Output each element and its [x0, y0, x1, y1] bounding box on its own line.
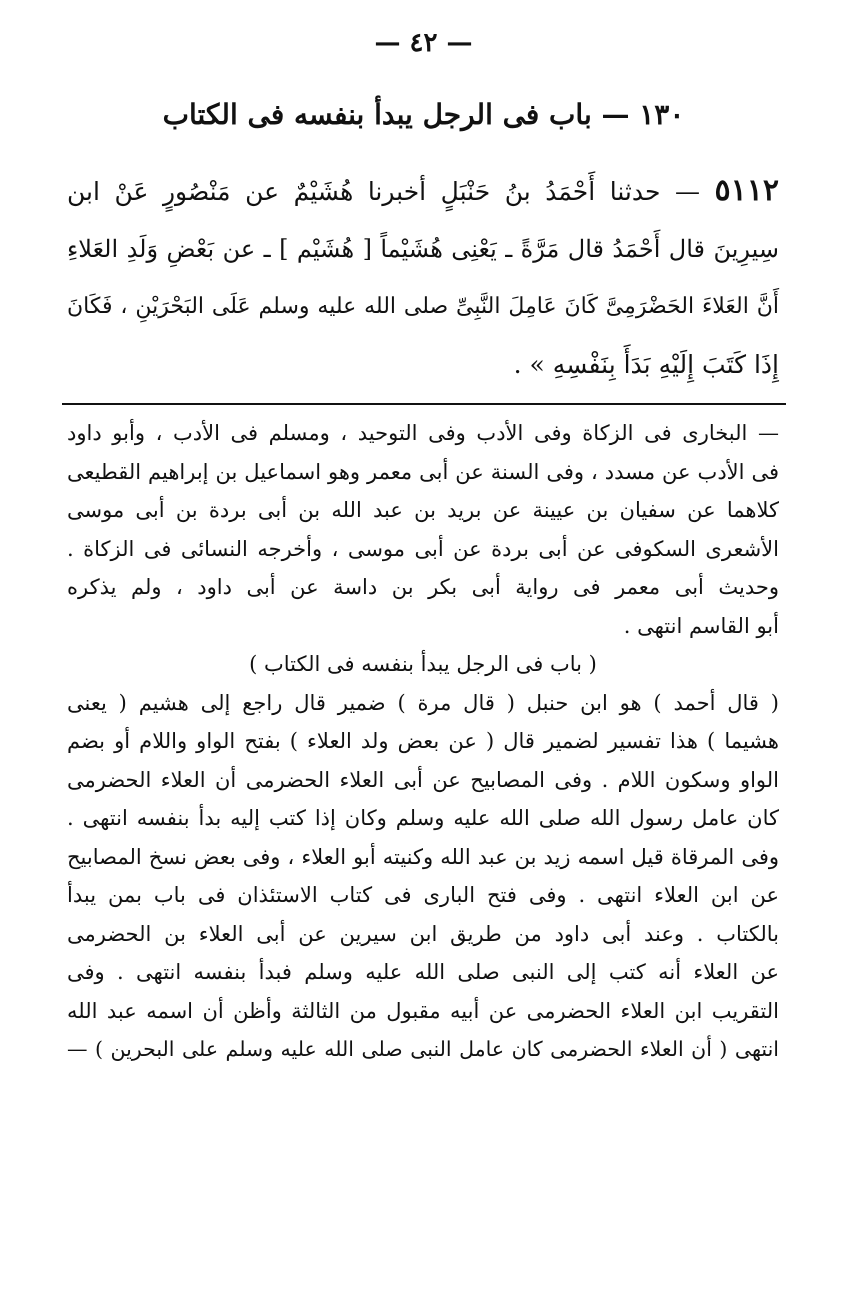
commentary-line: عن ابن العلاء انتهى . وفى فتح البارى فى كتاب الاستئذان فى باب بمن يبدأ [67, 883, 779, 907]
hadith-line [67, 162, 779, 220]
commentary-line: — البخارى فى الزكاة وفى الأدب وفى التوحيد ، ومسلم فى الأدب ، وأبو داود [67, 421, 779, 445]
hadith-text [67, 162, 779, 394]
commentary-line: كان عامل رسول الله صلى الله عليه وسلم وكان إذا كتب إليه بدأ بنفسه انتهى . [67, 806, 779, 830]
commentary-line: أبو القاسم انتهى . [623, 613, 779, 638]
commentary-line: بالكتاب . وعند أبى داود من طريق ابن سيرين عن أبى العلاء بن الحضرمى [67, 921, 779, 946]
footnote-divider [62, 403, 786, 405]
hadith-line: سِيرِينَ قال أَحْمَدُ قال مَرَّةً ـ يَعْنِى هُشَيْماً [ هُشَيْم ] ـ عن بَعْضِ وَلَدِ العَلاءِ [67, 235, 779, 263]
commentary-subheading: ( باب فى الرجل يبدأ بنفسه فى الكتاب ) [249, 652, 597, 676]
hadith-line: إِذَا كَتَبَ إِلَيْهِ بَدَأَ بِنَفْسِهِ » . [513, 350, 779, 379]
commentary-line: هشيما ) هذا تفسير لضمير قال ( عن بعض ولد العلاء ) بفتح الواو واللام أو بضم [67, 729, 779, 753]
commentary-line: فى الأدب عن مسدد ، وفى السنة عن أبى معمر وهو اسماعيل بن إبراهيم القطيعى [67, 459, 779, 484]
commentary-line: وفى المرقاة قيل اسمه زيد بن عبد الله وكنيته أبو العلاء ، وفى بعض نسخ المصابيح [67, 844, 779, 869]
hadith-line: أَنَّ العَلاءَ الحَضْرَمِىَّ كَانَ عَامِلَ النَّبِىِّ صلى الله عليه وسلم عَلَى البَحْرَيْنِ ، فَكَانَ [67, 294, 779, 319]
commentary-line: انتهى ( أن العلاء الحضرمى كان عامل النبى صلى الله عليه وسلم على البحرين ) — [67, 1037, 779, 1061]
page-number: — ٤٢ — [374, 28, 473, 58]
chapter-title: ١٣٠ — باب فى الرجل يبدأ بنفسه فى الكتاب [162, 98, 685, 131]
commentary-line: التقريب ابن العلاء الحضرمى عن أبيه مقبول من الثالثة وأظن أن اسمه عبد الله [67, 998, 779, 1023]
commentary-line: وحديث أبى معمر فى رواية أبى بكر بن داسة عن أبى داود ، ولم يذكره [67, 575, 779, 599]
commentary-line: عن العلاء أنه كتب إلى النبى صلى الله عليه وسلم فبدأ بنفسه انتهى . وفى [67, 960, 779, 984]
hadith-number: ٥١١٢ [714, 173, 779, 208]
commentary-line: الأشعرى السكوفى عن أبى بردة عن أبى موسى ، وأخرجه النسائى فى الزكاة . [67, 536, 779, 561]
commentary-line: ( قال أحمد ) هو ابن حنبل ( قال مرة ) ضمير قال راجع إلى هشيم ( يعنى [67, 690, 779, 715]
hadith-line-text: — حدثنا أَحْمَدُ بنُ حَنْبَلٍ أخبرنا هُشَيْمٌ عن مَنْصُورٍ عَنْ ابن [67, 177, 700, 206]
commentary-line: كلاهما عن سفيان بن عيينة عن بريد بن عبد الله بن أبى بردة بن أبى موسى [67, 498, 779, 522]
commentary-text [67, 414, 779, 1069]
commentary-line: الواو وسكون اللام . وفى المصابيح عن أبى العلاء الحضرمى أن العلاء الحضرمى [67, 767, 779, 792]
